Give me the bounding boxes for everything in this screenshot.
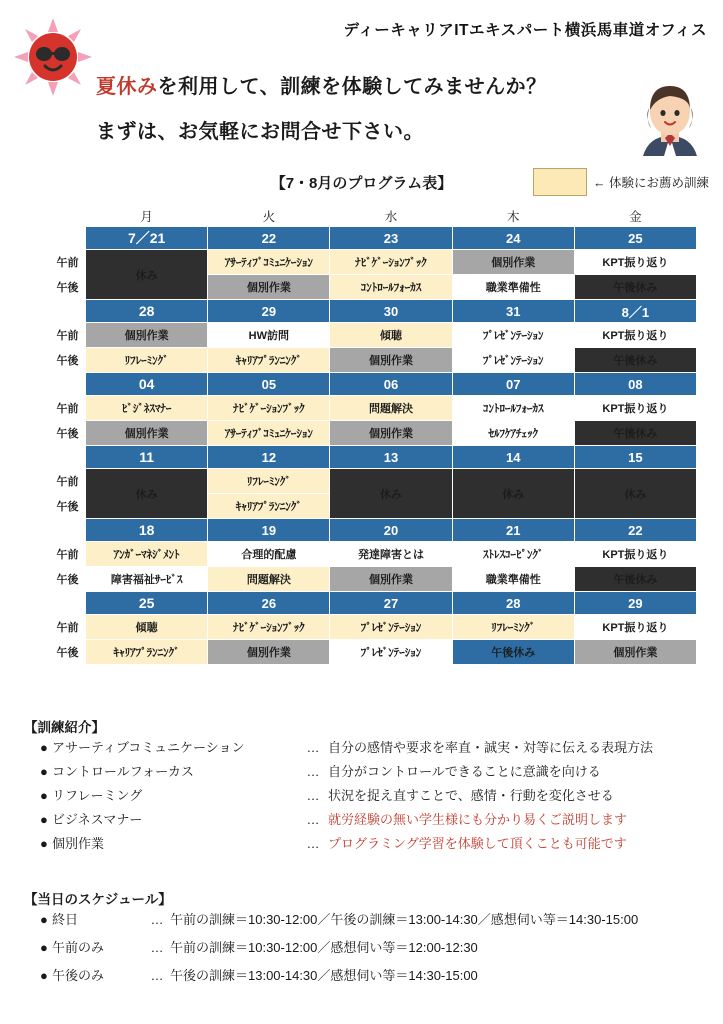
program-cell: ﾅﾋﾞｹﾞｰｼｮﾝﾌﾞｯｸ: [208, 615, 330, 640]
program-cell: ｷｬﾘｱﾌﾟﾗﾝﾆﾝｸﾞ: [208, 348, 330, 373]
program-cell: ﾘﾌﾚｰﾐﾝｸﾞ: [452, 615, 574, 640]
date-cell: 7／21: [86, 227, 208, 250]
row-label-am: 午前: [50, 323, 86, 348]
sun-icon: [14, 18, 92, 96]
office-title: ディーキャリアITエキスパート横浜馬車道オフィス: [343, 22, 707, 39]
bullet-icon: ●: [40, 939, 48, 955]
item-dots: …: [306, 811, 320, 827]
row-label-am: 午前: [50, 615, 86, 640]
row-label-am: 午前: [50, 469, 86, 494]
program-cell: 午後休み: [574, 421, 696, 446]
headline-secondary: まずは、お気軽にお問合せ下さい。: [96, 121, 424, 143]
program-cell: ｽﾄﾚｽｺｰﾋﾟﾝｸﾞ: [452, 542, 574, 567]
schedule-list: [40, 912, 638, 996]
pm-row: [50, 567, 697, 592]
program-cell: ﾅﾋﾞｹﾞｰｼｮﾝﾌﾞｯｸ: [208, 396, 330, 421]
date-cell: 18: [86, 519, 208, 542]
row-label-pm: 午後: [50, 348, 86, 373]
day-name: 水: [330, 206, 452, 227]
date-row-spacer: [50, 227, 86, 250]
program-cell: 午後休み: [574, 275, 696, 300]
headline-primary: [96, 70, 547, 99]
date-cell: 04: [86, 373, 208, 396]
program-cell: HW訪問: [208, 323, 330, 348]
program-cell: ｱﾝｶﾞｰﾏﾈｼﾞﾒﾝﾄ: [86, 542, 208, 567]
training-intro-heading: 【訓練紹介】: [24, 720, 105, 735]
item-desc: 午前の訓練＝10:30-12:00／午後の訓練＝13:00-14:30／感想伺い等＝14:30-15:00: [170, 912, 639, 927]
program-cell: 個別作業: [452, 250, 574, 275]
program-cell: 個別作業: [330, 567, 452, 592]
headline-highlight: 夏休み: [96, 76, 158, 98]
program-cell: 個別作業: [330, 348, 452, 373]
bullet-icon: ●: [40, 787, 48, 803]
program-cell: ﾋﾞｼﾞﾈｽﾏﾅｰ: [86, 396, 208, 421]
program-cell: ｱｻｰﾃｨﾌﾞｺﾐｭﾆｹｰｼｮﾝ: [208, 421, 330, 446]
program-cell: 障害福祉ｻｰﾋﾞｽ: [86, 567, 208, 592]
date-cell: 30: [330, 300, 452, 323]
program-cell: ﾌﾟﾚｾﾞﾝﾃｰｼｮﾝ: [452, 323, 574, 348]
item-dots: …: [306, 787, 320, 803]
pm-row: [50, 348, 697, 373]
training-intro-list: [40, 740, 653, 859]
date-cell: 08: [574, 373, 696, 396]
item-dots: …: [150, 967, 164, 983]
date-cell: 24: [452, 227, 574, 250]
legend-swatch: [533, 168, 587, 196]
list-item: [40, 836, 653, 853]
bullet-icon: ●: [40, 835, 48, 851]
legend: [533, 168, 709, 196]
day-name: 月: [86, 206, 208, 227]
item-dots: …: [306, 740, 320, 755]
date-row-spacer: [50, 592, 86, 615]
program-cell: KPT振り返り: [574, 542, 696, 567]
program-cell: 休み: [452, 469, 574, 519]
program-cell: 傾聴: [330, 323, 452, 348]
item-desc: 就労経験の無い学生様にも分かり易くご説明します: [328, 811, 628, 827]
program-cell: 午後休み: [452, 640, 574, 665]
day-name-row: [50, 206, 697, 227]
date-row: [50, 446, 697, 469]
list-item: [40, 740, 653, 757]
row-label-pm: 午後: [50, 275, 86, 300]
list-item: [40, 968, 638, 985]
date-row-spacer: [50, 373, 86, 396]
item-term: 午後のみ: [52, 967, 105, 983]
am-row: [50, 323, 697, 348]
program-cell: 傾聴: [86, 615, 208, 640]
date-cell: 11: [86, 446, 208, 469]
date-cell: 20: [330, 519, 452, 542]
am-row: [50, 396, 697, 421]
item-desc: プログラミング学習を体験して頂くことも可能です: [328, 835, 627, 851]
item-desc: 自分の感情や要求を率直・誠実・対等に伝える表現方法: [328, 740, 654, 755]
program-cell: 午後休み: [574, 348, 696, 373]
program-cell: 休み: [86, 469, 208, 519]
bullet-icon: ●: [40, 811, 48, 827]
date-cell: 23: [330, 227, 452, 250]
program-cell: ﾌﾟﾚｾﾞﾝﾃｰｼｮﾝ: [452, 348, 574, 373]
program-cell: ﾘﾌﾚｰﾐﾝｸﾞ: [208, 469, 330, 494]
item-term: 午前のみ: [52, 939, 105, 955]
row-label-pm: 午後: [50, 421, 86, 446]
date-row-spacer: [50, 300, 86, 323]
item-desc: 自分がコントロールできることに意識を向ける: [328, 763, 601, 779]
day-name: 火: [208, 206, 330, 227]
date-row: [50, 519, 697, 542]
program-cell: 職業準備性: [452, 567, 574, 592]
row-label-pm: 午後: [50, 494, 86, 519]
program-cell: 個別作業: [86, 323, 208, 348]
item-dots: …: [150, 939, 164, 955]
row-label-am: 午前: [50, 542, 86, 567]
list-item: [40, 912, 638, 929]
program-cell: 個別作業: [330, 421, 452, 446]
item-term: リフレーミング: [52, 787, 143, 803]
list-item: [40, 764, 653, 781]
date-cell: 13: [330, 446, 452, 469]
date-cell: 29: [574, 592, 696, 615]
bullet-icon: ●: [40, 967, 48, 983]
item-term: ビジネスマナー: [52, 811, 143, 827]
program-table: [49, 206, 697, 665]
am-row: [50, 615, 697, 640]
legend-label: ← 体験にお薦め訓練: [593, 176, 709, 190]
date-cell: 12: [208, 446, 330, 469]
program-cell: 問題解決: [208, 567, 330, 592]
bullet-icon: ●: [40, 740, 48, 755]
date-row: [50, 300, 697, 323]
pm-row: [50, 640, 697, 665]
row-label-am: 午前: [50, 396, 86, 421]
date-cell: 14: [452, 446, 574, 469]
date-row: [50, 227, 697, 250]
program-cell: KPT振り返り: [574, 615, 696, 640]
program-cell: 休み: [574, 469, 696, 519]
date-cell: 21: [452, 519, 574, 542]
date-cell: 06: [330, 373, 452, 396]
item-desc: 午後の訓練＝13:00-14:30／感想伺い等＝14:30-15:00: [170, 967, 478, 983]
list-item: [40, 788, 653, 805]
day-name: 金: [574, 206, 696, 227]
date-cell: 22: [208, 227, 330, 250]
date-cell: 22: [574, 519, 696, 542]
date-cell: 07: [452, 373, 574, 396]
date-cell: 26: [208, 592, 330, 615]
item-dots: …: [306, 763, 320, 779]
program-cell: ｺﾝﾄﾛｰﾙﾌｫｰｶｽ: [452, 396, 574, 421]
program-cell: 問題解決: [330, 396, 452, 421]
program-cell: ｺﾝﾄﾛｰﾙﾌｫｰｶｽ: [330, 275, 452, 300]
program-cell: ｱｻｰﾃｨﾌﾞｺﾐｭﾆｹｰｼｮﾝ: [208, 250, 330, 275]
date-cell: 05: [208, 373, 330, 396]
program-cell: 個別作業: [208, 640, 330, 665]
item-desc: 状況を捉え直すことで、感情・行動を変化させる: [328, 787, 614, 803]
program-cell: 休み: [330, 469, 452, 519]
program-cell: ｷｬﾘｱﾌﾟﾗﾝﾆﾝｸﾞ: [86, 640, 208, 665]
date-cell: 19: [208, 519, 330, 542]
date-row: [50, 592, 697, 615]
item-term: コントロールフォーカス: [52, 763, 194, 779]
headline-rest: を利用して、訓練を体験してみませんか？: [157, 76, 547, 98]
date-cell: 25: [86, 592, 208, 615]
program-cell: ﾘﾌﾚｰﾐﾝｸﾞ: [86, 348, 208, 373]
program-cell: KPT振り返り: [574, 250, 696, 275]
list-item: [40, 940, 638, 957]
row-label-am: 午前: [50, 250, 86, 275]
item-desc: 午前の訓練＝10:30-12:00／感想伺い等＝12:00-12:30: [170, 939, 478, 955]
date-cell: 25: [574, 227, 696, 250]
date-cell: 8／1: [574, 300, 696, 323]
program-cell: KPT振り返り: [574, 323, 696, 348]
item-term: アサーティブコミュニケーション: [52, 740, 245, 755]
list-item: [40, 812, 653, 829]
date-cell: 31: [452, 300, 574, 323]
program-title: 【7・8月のプログラム表】: [270, 175, 453, 192]
schedule-heading: 【当日のスケジュール】: [24, 892, 172, 907]
corner-spacer: [50, 206, 86, 227]
program-cell: 発達障害とは: [330, 542, 452, 567]
item-term: 個別作業: [52, 835, 105, 851]
row-label-pm: 午後: [50, 640, 86, 665]
date-cell: 15: [574, 446, 696, 469]
program-cell: 午後休み: [574, 567, 696, 592]
program-cell: KPT振り返り: [574, 396, 696, 421]
program-cell: 職業準備性: [452, 275, 574, 300]
program-cell: 合理的配慮: [208, 542, 330, 567]
program-cell: 個別作業: [208, 275, 330, 300]
program-cell: ｾﾙﾌｹｱﾁｪｯｸ: [452, 421, 574, 446]
date-cell: 29: [208, 300, 330, 323]
am-row: [50, 542, 697, 567]
am-row: [50, 250, 697, 275]
pm-row: [50, 421, 697, 446]
date-cell: 28: [452, 592, 574, 615]
date-row-spacer: [50, 446, 86, 469]
date-row-spacer: [50, 519, 86, 542]
day-name: 木: [452, 206, 574, 227]
program-cell: 個別作業: [574, 640, 696, 665]
bullet-icon: ●: [40, 763, 48, 779]
am-row: [50, 469, 697, 494]
item-dots: …: [306, 835, 320, 851]
date-cell: 27: [330, 592, 452, 615]
program-cell: ﾌﾟﾚｾﾞﾝﾃｰｼｮﾝ: [330, 615, 452, 640]
program-cell: 個別作業: [86, 421, 208, 446]
row-label-pm: 午後: [50, 567, 86, 592]
program-cell: ｷｬﾘｱﾌﾟﾗﾝﾆﾝｸﾞ: [208, 494, 330, 519]
date-row: [50, 373, 697, 396]
date-cell: 28: [86, 300, 208, 323]
program-cell: ﾅﾋﾞｹﾞｰｼｮﾝﾌﾞｯｸ: [330, 250, 452, 275]
program-cell: ﾌﾟﾚｾﾞﾝﾃｰｼｮﾝ: [330, 640, 452, 665]
bullet-icon: ●: [40, 912, 48, 927]
program-cell: 休み: [86, 250, 208, 300]
item-dots: …: [150, 912, 164, 927]
item-term: 終日: [52, 912, 79, 927]
avatar: [635, 78, 705, 156]
